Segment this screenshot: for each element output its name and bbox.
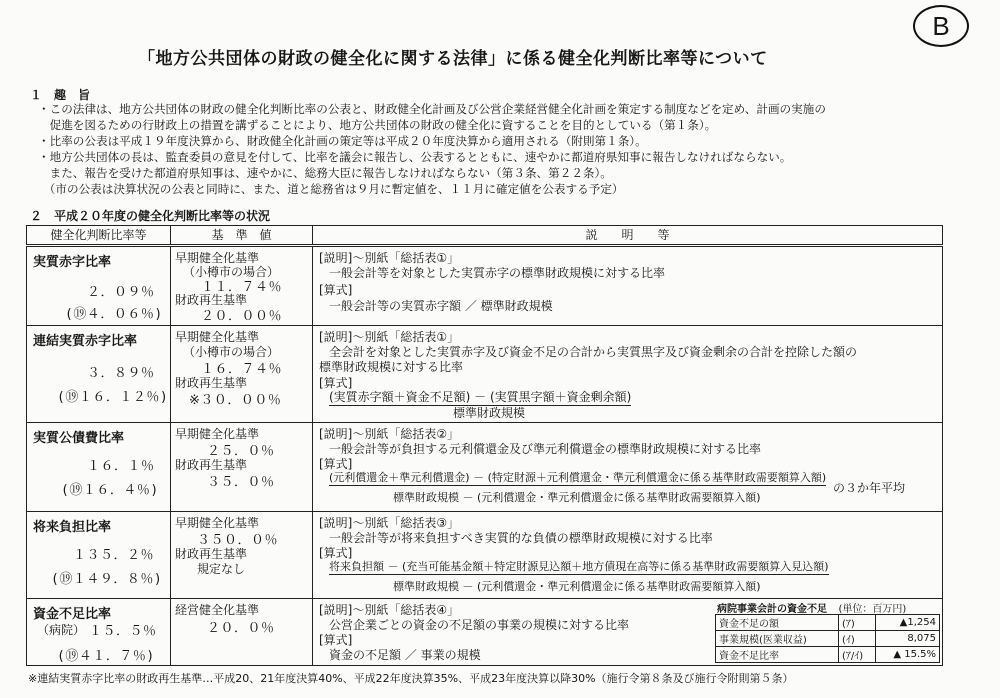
section1-line: ・比率の公表は平成１９年度決算から、財政健全化計画の策定等は平成２０年度決算から適用される（附則第１条）。 [38, 134, 647, 148]
std-early-label: 早期健全化基準 [175, 427, 260, 441]
desc-line: 全会計を対象とした実質赤字及び資金不足の合計から実質黒字及び資金剰余の合計を控除した額の [329, 345, 858, 359]
desc-head: [説明]～別紙「総括表③」 [319, 516, 460, 530]
indicator-value: ３．８９％ [87, 366, 155, 381]
formula-label: [算式] [319, 633, 353, 647]
desc-line: 公営企業ごとの資金の不足額の事業の規模に対する比率 [329, 618, 630, 632]
desc-line: 一般会計等が将来負担すべき実質的な負債の標準財政規模に対する比率 [329, 531, 713, 545]
hospital-value: 8,075 [875, 631, 939, 647]
std-rebuild-value: 規定なし [197, 562, 246, 576]
std-early-value: ３５０．０％ [197, 533, 279, 548]
formula-label: [算式] [319, 546, 353, 560]
hospital-label: 資金不足の額 [716, 615, 839, 631]
hospital-label: 資金不足比率 [716, 647, 839, 663]
formula-numerator: (実質赤字額＋資金不足額) － (実質黒字額＋資金剰余額) [329, 390, 632, 404]
hospital-value: ▲ 15.5% [875, 647, 939, 663]
indicator-previous: (⑲１６．４％) [61, 483, 159, 498]
std-rebuild-label: 財政再生基準 [175, 458, 248, 472]
indicator-name: 実質公債費比率 [33, 431, 125, 446]
indicator-value: ２．０９％ [87, 285, 155, 300]
hospital-row [716, 647, 940, 663]
std-rebuild-label: 財政再生基準 [175, 547, 248, 561]
indicator-value: １５．５％ [89, 624, 157, 639]
footnote: ※連結実質赤字比率の財政再生基準…平成20、21年度決算40%、平成22年度決算35%、平成23年度決算以降30%（施行令第８条及び施行令附則第５条） [28, 672, 794, 685]
indicator-sub: （病院） [37, 623, 86, 637]
table-row [27, 246, 943, 326]
hospital-code: (ｱ) [839, 615, 876, 631]
formula-denominator: 標準財政規模 [453, 406, 526, 420]
std-early-label: 早期健全化基準 [175, 330, 260, 344]
std-rebuild-value: ３５．０％ [207, 475, 275, 490]
formula-label: [算式] [319, 283, 353, 297]
section1-line: （市の公表は決算状況の公表と同時に、また、道と総務省は９月に暫定値を、１１月に確定値を公表する予定） [38, 182, 624, 196]
formula-numerator: (元利償還金＋準元利償還金) － (特定財源＋元利償還金・準元利償還金に係る基準財政需要額算入額) [329, 471, 827, 484]
std-early-label: 経営健全化基準 [175, 603, 260, 617]
formula-denominator: 標準財政規模 － (元利償還金・準元利償還金に係る基準財政需要額算入額) [393, 491, 761, 504]
std-note: （小樽市の場合） [183, 265, 280, 279]
formula-denominator: 標準財政規模 － (元利償還金・準元利償還金に係る基準財政需要額算入額) [393, 580, 761, 593]
hospital-table-title [717, 600, 906, 615]
header-indicator: 健全化判断比率等 [27, 226, 171, 246]
hospital-unit: (単位：百万円) [838, 604, 907, 615]
std-rebuild-value: ※３０．００％ [189, 393, 282, 408]
section1-line: ・地方公共団体の長は、監査委員の意見を付して、比率を議会に報告し、公表するとともに、速やかに都道府県知事に報告しなければならない。 [38, 150, 792, 164]
table-row [27, 423, 943, 512]
section1-line: ・この法律は、地方公共団体の財政の健全化判断比率の公表と、財政健全化計画及び公営企業経営健全化計画を策定する制度などを定め、計画の実施の [38, 102, 826, 116]
hospital-label: 事業規模(医業収益) [716, 631, 839, 647]
std-early-value: ２０．０％ [207, 621, 275, 636]
indicator-name: 連結実質赤字比率 [33, 334, 138, 349]
table-header-row [27, 226, 943, 246]
hospital-row [716, 615, 940, 631]
hospital-code: (ｱ/ｲ) [839, 647, 876, 663]
desc-head: [説明]～別紙「総括表②」 [319, 427, 460, 441]
page-title: 「地方公共団体の財政の健全化に関する法律」に係る健全化判断比率等について [138, 49, 768, 69]
hospital-table [715, 614, 940, 663]
std-early-value: １６．７４％ [201, 362, 283, 377]
formula-numerator: 将来負担額 － (充当可能基金額＋特定財源見込額＋地方債現在高等に係る基準財政需要額算入見込額) [329, 560, 829, 573]
header-description: 説 明 等 [313, 226, 943, 246]
table-row [27, 512, 943, 599]
formula-line: 資金の不足額 ／ 事業の規模 [329, 648, 481, 662]
desc-head: [説明]～別紙「総括表①」 [319, 330, 460, 344]
indicator-value: １６．１％ [87, 459, 155, 474]
indicator-name: 実質赤字比率 [33, 255, 112, 270]
section1-heading: １ 趣 旨 [30, 88, 91, 102]
desc-line: 標準財政規模に対する比率 [319, 360, 464, 374]
badge-b: B [913, 5, 969, 47]
desc-line: 一般会計等が負担する元利償還金及び準元利償還金の標準財政規模に対する比率 [329, 442, 762, 456]
indicator-name: 資金不足比率 [33, 607, 112, 622]
hospital-value: ▲1,254 [875, 615, 939, 631]
std-rebuild-value: ２０．００％ [201, 309, 283, 324]
indicator-previous: (⑲４１．７％) [57, 649, 155, 664]
section1-body [38, 101, 826, 197]
std-note: （小樽市の場合） [183, 345, 280, 359]
section1-line: また、報告を受けた都道府県知事は、速やかに、総務大臣に報告しなければならない（第３条、第２２条）。 [38, 166, 612, 180]
std-rebuild-label: 財政再生基準 [175, 376, 248, 390]
std-early-value: １１．７４％ [201, 280, 283, 295]
formula-note: の３か年平均 [833, 481, 906, 495]
header-standard: 基 準 値 [171, 226, 313, 246]
section2-heading: ２ 平成２０年度の健全化判断比率等の状況 [30, 209, 271, 223]
std-early-value: ２５．０％ [207, 444, 275, 459]
desc-head: [説明]～別紙「総括表④」 [319, 603, 460, 617]
hospital-row [716, 631, 940, 647]
hospital-code: (ｲ) [839, 631, 876, 647]
std-early-label: 早期健全化基準 [175, 251, 260, 265]
table-row [27, 326, 943, 423]
indicator-name: 将来負担比率 [33, 520, 112, 535]
indicator-value: １３５．２％ [73, 548, 155, 563]
desc-line: 一般会計等を対象とした実質赤字の標準財政規模に対する比率 [329, 266, 666, 280]
hospital-title: 病院事業会計の資金不足 [717, 604, 827, 615]
formula-label: [算式] [319, 457, 353, 471]
indicator-previous: (⑲１４９．８％) [51, 572, 163, 587]
std-rebuild-label: 財政再生基準 [175, 293, 248, 307]
formula-line: 一般会計等の実質赤字額 ／ 標準財政規模 [329, 299, 553, 313]
indicator-previous: (⑲４．０６％) [65, 307, 163, 322]
desc-head: [説明]～別紙「総括表①」 [319, 251, 460, 265]
indicator-previous: (⑲１６．１２％) [57, 390, 169, 405]
formula-label: [算式] [319, 376, 353, 390]
std-early-label: 早期健全化基準 [175, 516, 260, 530]
section1-line: 促進を図るための行財政上の措置を講ずることにより、地方公共団体の財政の健全化に資することを目的としている（第１条）。 [38, 118, 717, 132]
